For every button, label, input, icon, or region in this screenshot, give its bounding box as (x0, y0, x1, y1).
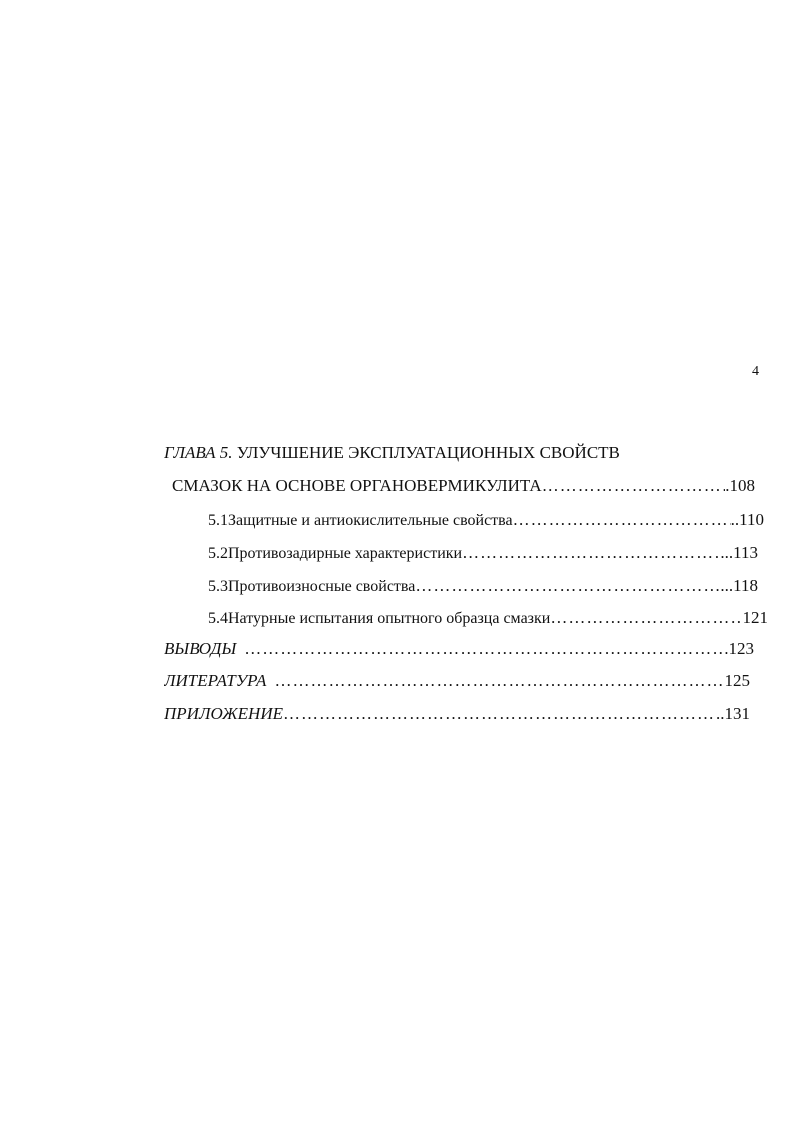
toc-entry-5-4 (208, 607, 768, 630)
conclusions-page: 123 (728, 639, 754, 658)
section-number: 5.4 (208, 610, 228, 627)
section-title: Защитные и антиокислительные свойства (228, 512, 513, 529)
section-title: Натурные испытания опытного образца смазки (228, 610, 551, 627)
leader-dots (283, 703, 716, 725)
chapter-title-line1: УЛУЧШЕНИЕ ЭКСПЛУАТАЦИОННЫХ СВОЙСТВ (236, 443, 620, 462)
chapter-heading-line2 (172, 475, 755, 497)
leader-dots (513, 509, 731, 531)
toc-entry-5-1 (208, 509, 764, 532)
section-number: 5.1 (208, 512, 228, 529)
appendix-title: ПРИЛОЖЕНИЕ (164, 704, 283, 723)
section-number: 5.3 (208, 578, 228, 595)
leader-dots (550, 607, 742, 629)
leader-dots (462, 542, 720, 564)
toc-entry-appendix (164, 703, 750, 725)
section-title: Противоизносные свойства (228, 578, 416, 595)
leader-dots (415, 575, 720, 597)
conclusions-title: ВЫВОДЫ (164, 639, 237, 658)
chapter-label: ГЛАВА 5. (164, 443, 233, 462)
section-number: 5.2 (208, 545, 228, 562)
appendix-page: ..131 (716, 704, 750, 723)
section-page: ...118 (720, 576, 758, 595)
chapter-title-line2: СМАЗОК НА ОСНОВЕ ОРГАНОВЕРМИКУЛИТА (172, 476, 542, 495)
toc-entry-conclusions (164, 638, 754, 660)
chapter-page: .108 (725, 476, 755, 495)
toc-entry-5-3 (208, 575, 758, 598)
section-page: ..110 (730, 510, 764, 529)
leader-dots (542, 475, 726, 497)
section-page: ...113 (720, 543, 758, 562)
section-page: 121 (742, 608, 768, 627)
page-number: 4 (752, 364, 759, 379)
literature-page: 125 (724, 671, 750, 690)
toc-entry-5-2 (208, 542, 758, 565)
literature-title: ЛИТЕРАТУРА (164, 671, 267, 690)
toc-entry-literature (164, 670, 750, 692)
leader-dots (274, 670, 724, 692)
section-title: Противозадирные характеристики (228, 545, 463, 562)
leader-dots (244, 638, 728, 660)
chapter-heading-line1 (164, 442, 684, 464)
